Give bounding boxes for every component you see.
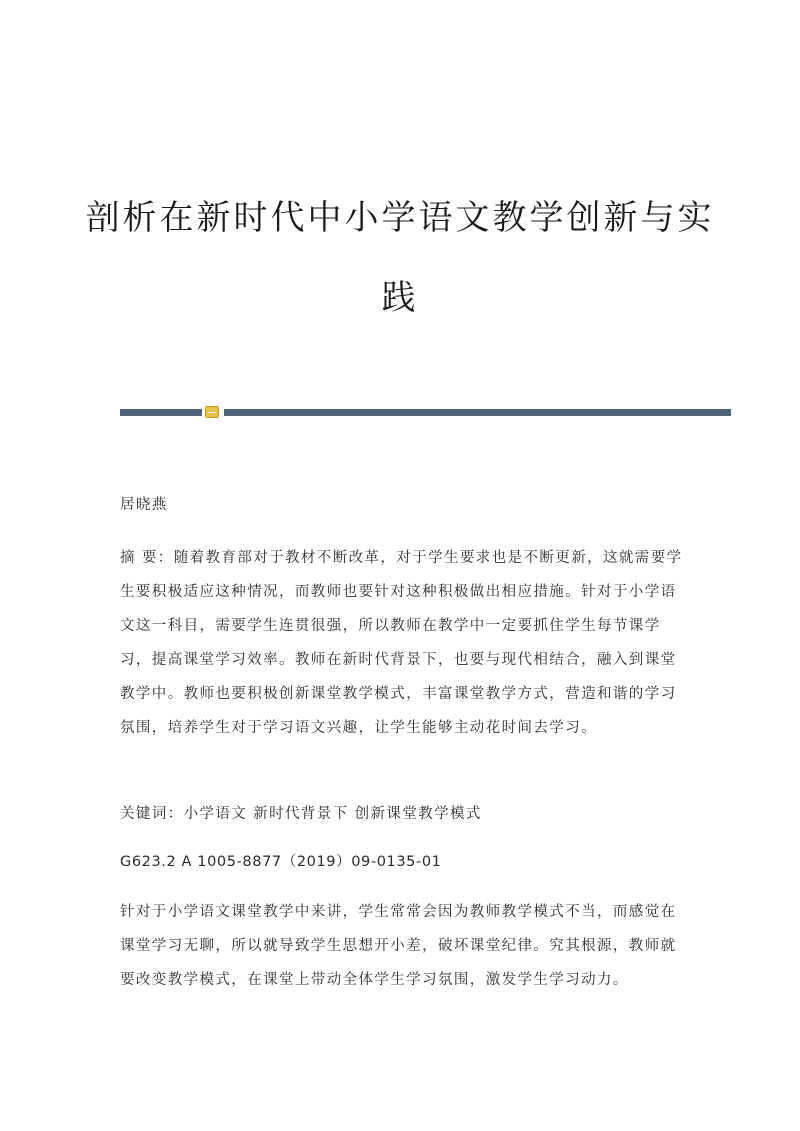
page-title-line-1: 剖析在新时代中小学语文教学创新与实 [85,198,715,238]
title-divider-left [120,409,202,416]
page-title-line-2: 践 [381,278,419,318]
keywords-line: 关键词：小学语文 新时代背景下 创新课堂教学模式 [120,806,482,822]
author-name: 居晓燕 [120,497,168,513]
abstract-paragraph: 摘 要：随着教育部对于教材不断改革，对于学生要求也是不断更新，这就需要学生要积极适应这种情况，而教师也要针对这种积极做出相应措施。针对于小学语文这一科目，需要学生连贯很强，所以教师在教学中一定要抓住学生每节课学习，提高课堂学习效率。教师在新时代背景下，也要与现代相结合，融入到课堂教学中。教师也要积极创新课堂教学模式，丰富课堂教学方式，营造和谐的学习氛围，培养学生对于学习语文兴趣，让学生能够主动花时间去学习。 [120,550,683,736]
classification-number: G623.2 A 1005-8877（2019）09-0135-01 [120,854,442,870]
title-divider-right [224,409,731,416]
book-icon [205,406,219,418]
body-paragraph: 针对于小学语文课堂教学中来讲，学生常常会因为教师教学模式不当，而感觉在课堂学习无聊，所以就导致学生思想开小差，破坏课堂纪律。究其根源，教师就要改变教学模式，在课堂上带动全体学生学习氛围，激发学生学习动力。 [120,904,677,988]
